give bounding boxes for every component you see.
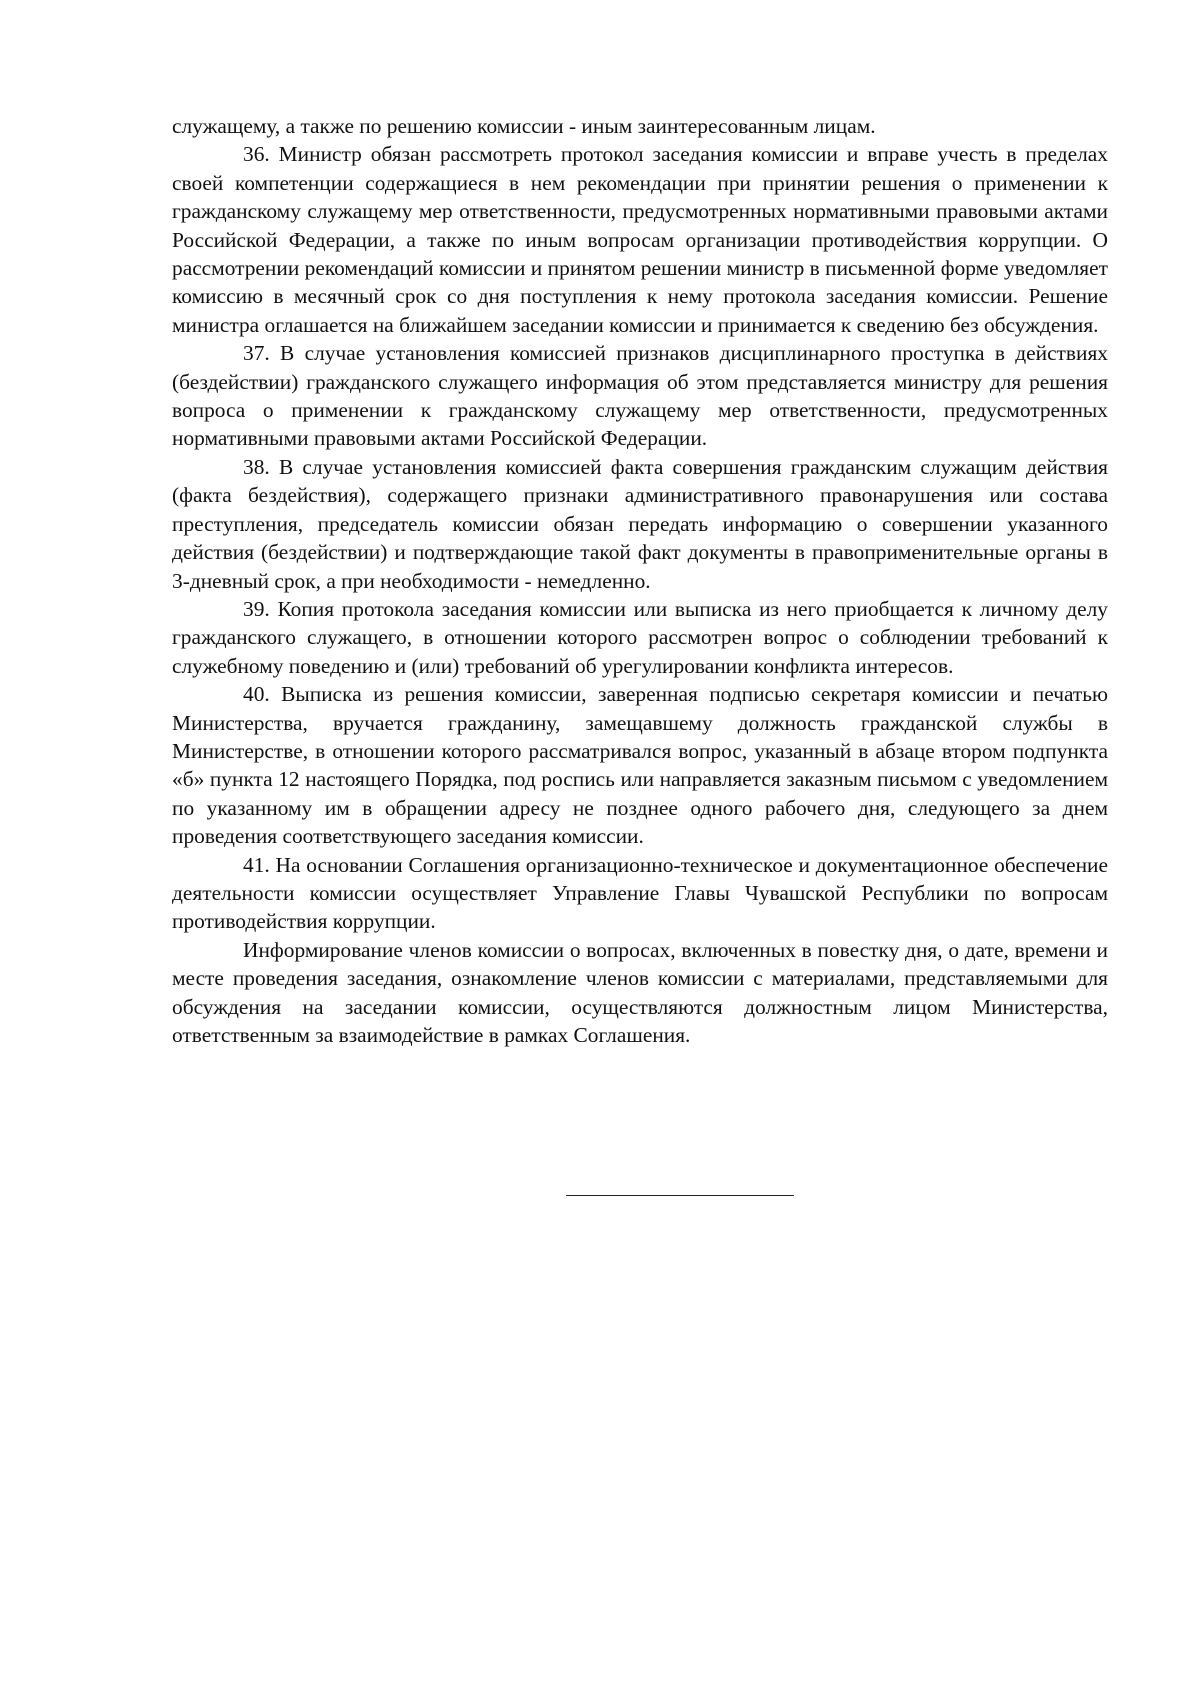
paragraph-36: 36. Министр обязан рассмотреть протокол заседания комиссии и вправе учесть в пределах своей компетенции содержащиеся в нем рекомендации при принятии решения о применении к гражданскому служащему мер ответственности, предусмотренных нормативными правовыми актами Российской Федерации, а также по иным вопросам организации противодействия коррупции. О рассмотрении рекомендаций комиссии и принятом решении министр в письменной форме уведомляет комиссию в месячный срок со дня поступления к нему протокола заседания комиссии. Решение министра оглашается на ближайшем заседании комиссии и принимается к сведению без обсуждения.: [172, 142, 1108, 337]
end-separator-line: [566, 1195, 794, 1196]
paragraph-38: 38. В случае установления комиссией факта совершения гражданским служащим действия (факта бездействия), содержащего признаки административного правонарушения или состава преступления, председатель комиссии обязан передать информацию о совершении указанного действия (бездействии) и подтверждающие такой факт документы в правоприменительные органы в 3-дневный срок, а при необходимости - немедленно.: [172, 454, 1108, 593]
paragraph-40: 40. Выписка из решения комиссии, заверенная подписью секретаря комиссии и печатью Министерства, вручается гражданину, замещавшему должность гражданской службы в Министерстве, в отношении которого рассматривался вопрос, указанный в абзаце втором подпункта «б» пункта 12 настоящего Порядка, под роспись или направляется заказным письмом с уведомлением по указанному им в обращении адресу не позднее одного рабочего дня, следующего за днем проведения соответствующего заседания комиссии.: [172, 682, 1108, 849]
paragraph-41: 41. На основании Соглашения организационно-техническое и документационное обеспечение деятельности комиссии осуществляет Управление Главы Чувашской Республики по вопросам противодействия коррупции.: [172, 852, 1108, 934]
paragraph-informing: Информирование членов комиссии о вопросах, включенных в повестку дня, о дате, времени и месте проведения заседания, ознакомление членов комиссии с материалами, представляемыми для обсуждения на заседании комиссии, осуществляются должностным лицом Министерства, ответственным за взаимодействие в рамках Соглашения.: [172, 937, 1108, 1047]
document-body: [172, 112, 1108, 1049]
paragraph-37: 37. В случае установления комиссией признаков дисциплинарного проступка в действиях (бездействии) гражданского служащего информация об этом представляется министру для решения вопроса о применении к гражданскому служащему мер ответственности, предусмотренных нормативными правовыми актами Российской Федерации.: [172, 341, 1108, 451]
paragraph-39: 39. Копия протокола заседания комиссии или выписка из него приобщается к личному делу гражданского служащего, в отношении которого рассмотрен вопрос о соблюдении требований к служебному поведению и (или) требований об урегулировании конфликта интересов.: [172, 596, 1108, 678]
paragraph-continuation: служащему, а также по решению комиссии - иным заинтересованным лицам.: [172, 114, 876, 138]
